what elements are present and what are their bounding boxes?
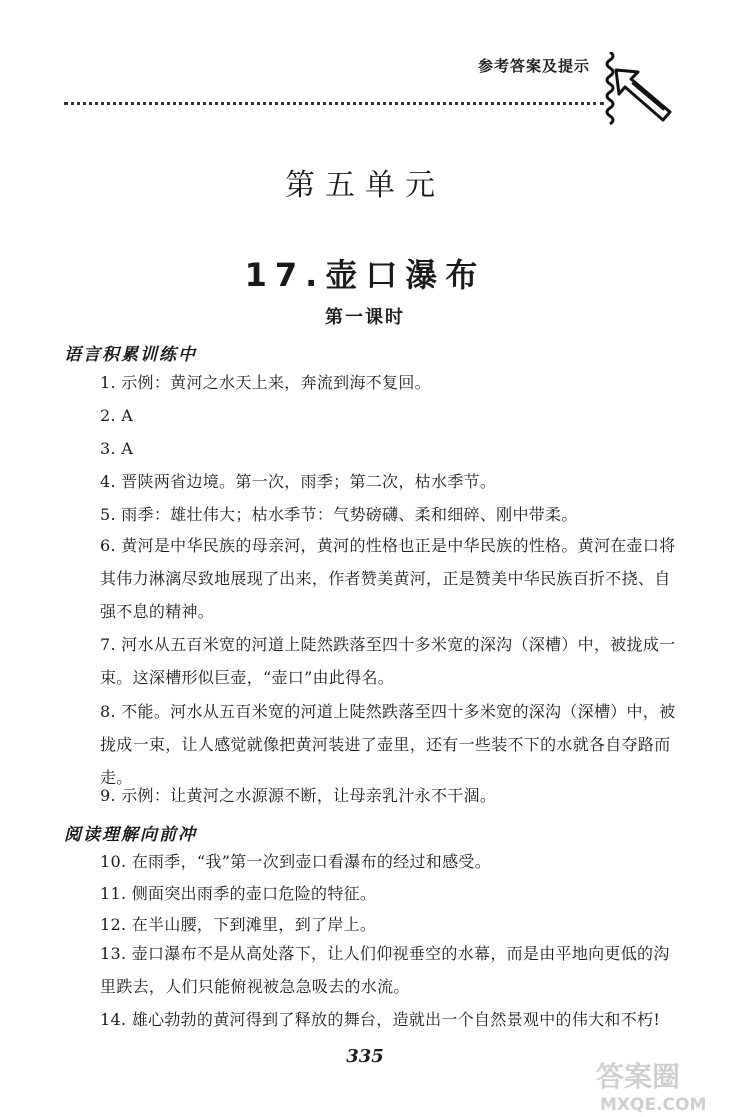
arrow-pointer-icon xyxy=(614,68,674,122)
watermark-logo xyxy=(592,1056,742,1114)
answer-item: 8. 不能。河水从五百米宽的河道上陡然跌落至四十多米宽的深沟（深槽）中，被拢成一束，让人感觉就像把黄河装进了壶里，还有一些装不下的水就各自夺路而走。 xyxy=(100,702,676,787)
answer-item: 4. 晋陕两省边境。第一次，雨季；第二次，枯水季节。 xyxy=(100,472,497,491)
answer-item: 2. A xyxy=(100,406,134,425)
answer-item: 14. 雄心勃勃的黄河得到了释放的舞台，造就出一个自然景观中的伟大和不朽! xyxy=(100,1010,661,1029)
period-title: 第一课时 xyxy=(325,307,405,328)
lesson-title: 17.壶口瀑布 xyxy=(244,256,486,294)
unit-title: 第五单元 xyxy=(285,168,445,203)
answer-item: 6. 黄河是中华民族的母亲河，黄河的性格也正是中华民族的性格。黄河在壶口将其伟力淋漓尽致地展现了出来，作者赞美黄河，正是赞美中华民族百折不挠、自强不息的精神。 xyxy=(100,536,676,621)
header-dotted-rule xyxy=(64,102,604,105)
answer-item: 13. 壶口瀑布不是从高处落下，让人们仰视垂空的水幕，而是由平地向更低的沟里跌去，人们只能俯视被急急吸去的水流。 xyxy=(100,944,670,996)
section-heading-reading: 阅读理解向前冲 xyxy=(64,825,197,845)
answer-item: 3. A xyxy=(100,439,134,458)
answer-item: 9. 示例：让黄河之水源源不断，让母亲乳汁永不干涸。 xyxy=(100,786,497,805)
answer-item: 12. 在半山腰，下到滩里，到了岸上。 xyxy=(100,915,377,934)
page-number: 335 xyxy=(346,1046,384,1067)
svg-text:MXQE.COM: MXQE.COM xyxy=(600,1095,707,1114)
answer-item: 11. 侧面突出雨季的壶口危险的特征。 xyxy=(100,884,377,903)
answer-item: 7. 河水从五百米宽的河道上陡然跌落至四十多米宽的深沟（深槽）中，被拢成一束。这深槽形似巨壶，“壶口”由此得名。 xyxy=(100,635,676,687)
section-heading-language: 语言积累训练中 xyxy=(64,345,197,365)
svg-text:答案圈: 答案圈 xyxy=(596,1060,681,1093)
answer-item: 10. 在雨季，“我”第一次到壶口看瀑布的经过和感受。 xyxy=(100,852,491,871)
answer-item: 5. 雨季：雄壮伟大；枯水季节：气势磅礴、柔和细碎、刚中带柔。 xyxy=(100,505,578,524)
answer-item: 1. 示例：黄河之水天上来，奔流到海不复回。 xyxy=(100,373,431,392)
page-header-label: 参考答案及提示 xyxy=(478,57,591,75)
